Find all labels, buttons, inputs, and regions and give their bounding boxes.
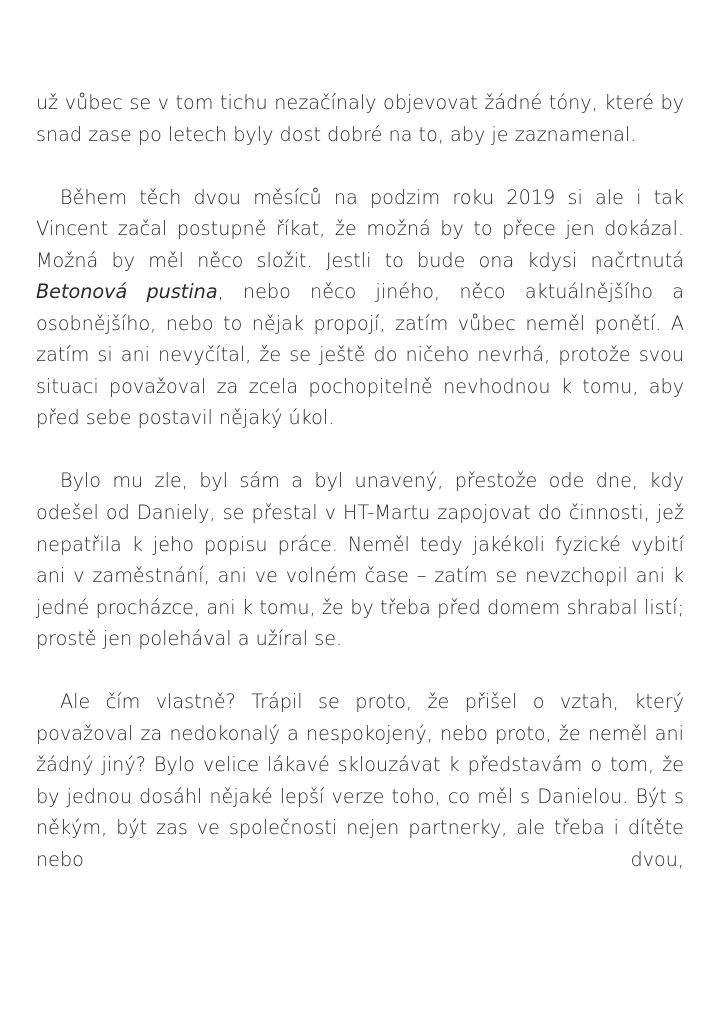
paragraph-continuation: už vůbec se v tom tichu nezačínaly objevovat žádné tóny, které by snad zase po letech byly dost dobré na to, aby je zaznamenal. xyxy=(36,91,684,146)
paragraph-text-after-title: , nebo něco jiného, něco aktuálnějšího a osobnějšího, nebo to nějak propojí, zatím vůbec neměl ponětí. A zatím si ani nevyčítal, že se ještě do ničeho nevrhá, protože svou situaci považoval za zcela pochopitelně nevhodnou k tomu, aby před sebe postavil nějaký úkol. xyxy=(36,280,685,430)
book-page xyxy=(36,87,684,876)
paragraph-text-before-title: Během těch dvou měsíců na podzim roku 2019 si ale i tak Vincent začal postupně říkat, že možná by to přece jen dokázal. Možná by měl něco složit. Jestli to bude ona kdysi načrtnutá xyxy=(36,185,684,272)
paragraph-autumn-2019 xyxy=(36,182,684,434)
paragraph-why: Ale čím vlastně? Trápil se proto, že přišel o vztah, který považoval za nedokonalý a nespokojený, nebo proto, že neměl ani žádný jiný? Bylo velice lákavé sklouzávat k představám o tom, že by jednou dosáhl nějaké lepší verze toho, co měl s Danielou. Být s někým, být zas ve společnosti nejen partnerky, ale třeba i dítěte nebo dvou, xyxy=(36,690,684,871)
paragraph-unwell: Bylo mu zle, byl sám a byl unavený, přestože ode dne, kdy odešel od Daniely, se přestal v HT-Martu zapojovat do činnosti, jež nepatřila k jeho popisu práce. Neměl tedy jakékoli fyzické vybití ani v zaměstnání, ani ve volném čase – zatím se nevzchopil ani k jedné procházce, ani k tomu, že by třeba před domem shrabal listí; prostě jen polehával a užíral se. xyxy=(36,469,684,651)
work-title: Betonová pustina xyxy=(36,280,218,304)
